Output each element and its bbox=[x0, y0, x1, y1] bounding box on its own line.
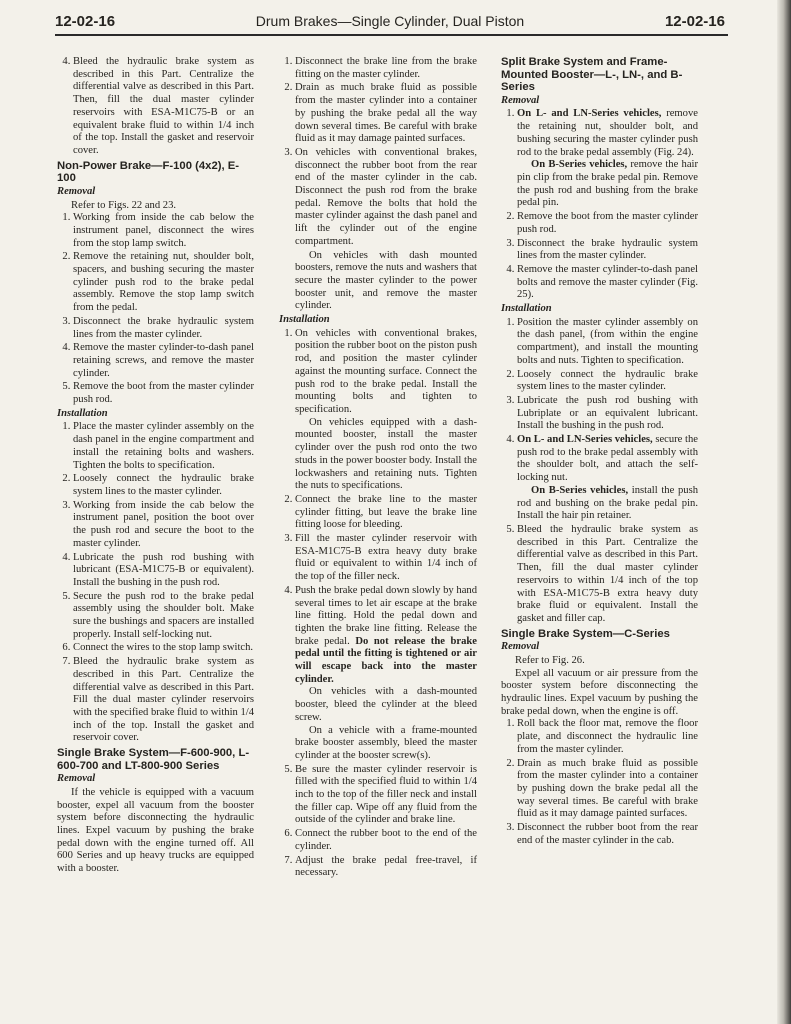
list-item: 2. Remove the boot from the master cylinder push rod. bbox=[517, 211, 698, 236]
section-heading: Split Brake System and Frame-Mounted Booster—L-, LN-, and B-Series bbox=[501, 56, 683, 94]
page-binding-edge bbox=[777, 0, 791, 1024]
list-item bbox=[517, 434, 698, 523]
list-item: 1. Position the master cylinder assembly on the dash panel, (from within the engine compartment), and install the mounting bolts and nuts. Tighten to specification. bbox=[517, 317, 698, 368]
page-number-left: 12-02-16 bbox=[55, 12, 116, 30]
removal-steps bbox=[501, 108, 698, 302]
step-continuation: On vehicles equipped with a dash-mounted booster, install the master cylinder over the push rod onto the two studs in the power booster body. Install the lockwashers and retaining nuts. Tighten the nuts to specifications. bbox=[295, 416, 477, 492]
subheading-installation: Installation bbox=[279, 314, 330, 326]
list-item: 5. Be sure the master cylinder reservoir is filled with the specified fluid to within 1/4 inch to the top of the filler neck and install the filler cap. Wipe off any fluid from the outside of the cylinder and brake line. bbox=[295, 764, 477, 828]
step-text: remove the retaining nut, shoulder bolt, and bushing securing the master cylinder push rod to the brake pedal assembly (Fig. 24). bbox=[517, 108, 698, 158]
list-item: 4. Remove the master cylinder-to-dash panel bolts and remove the master cylinder (Fig. 25). bbox=[517, 264, 698, 302]
list-item: 1. Place the master cylinder assembly on the dash panel in the engine compartment and install the retaining bolts and washers. Tighten the bolts to specification. bbox=[73, 421, 254, 472]
subheading-removal: Removal bbox=[501, 641, 540, 653]
list-item: 3. Disconnect the rubber boot from the rear end of the master cylinder in the cab. bbox=[517, 822, 698, 847]
list-item: 3. On vehicles with conventional brakes, disconnect the rubber boot from the rear end of the master cylinder in the cab. Disconnect the push rod from the brake pedal. Remove the bolts that hold the master cylinder against the dash panel and lift the cylinder out of the engine compartment. bbox=[295, 147, 477, 249]
prev-install-list bbox=[57, 56, 254, 158]
list-item: 5. Bleed the hydraulic brake system as described in this Part. Centralize the differential valve as described in this Part. Then, fill the dual master cylinder reservoirs to within 1/4 inch of the top with ESA-M1C75-B extra heavy duty brake fluid or equivalent. Install the gasket and filler cap. bbox=[517, 524, 698, 626]
list-item: 3. Working from inside the cab below the instrument panel, position the boot over the push rod and secure the boot to the master cylinder. bbox=[73, 500, 254, 551]
vehicle-label: On L- and LN-Series vehicles, bbox=[517, 434, 653, 446]
list-item: 4. Remove the master cylinder-to-dash panel retaining screws, and remove the master cylinder. bbox=[73, 342, 254, 380]
step-text: secure the push rod to the brake pedal assembly with the shoulder bolt, and attach the self-locking nut. bbox=[517, 434, 698, 484]
install-steps bbox=[279, 328, 477, 880]
vehicle-label: On B-Series vehicles, bbox=[531, 159, 628, 171]
step-continuation: On vehicles with a dash-mounted booster, bleed the cylinder at the bleed screw. bbox=[295, 686, 477, 723]
step-continuation bbox=[517, 485, 698, 523]
paragraph: If the vehicle is equipped with a vacuum booster, expel all vacuum from the booster system before disconnecting the hydraulic lines. Expel vacuum by pushing the brake pedal down with the engine turned off. All 600 Series and up heavy trucks are equipped with a booster. bbox=[57, 786, 254, 875]
removal-steps bbox=[57, 212, 254, 407]
figure-reference: Refer to Fig. 26. bbox=[515, 654, 585, 666]
list-item: 2. Drain as much brake fluid as possible from the master cylinder into a container by pushing down the brake pedal all the way several times. Be careful with brake fluid as it may damage painted surfaces. bbox=[517, 758, 698, 822]
removal-steps bbox=[279, 56, 477, 249]
step-text: On vehicles with conventional brakes, position the rubber boot on the piston push rod, and position the master cylinder against the mounting surface. Connect the push rod to the brake pedal. Install the mounting bolts and tighten to specification. bbox=[295, 327, 477, 415]
section-heading: Non-Power Brake—F-100 (4x2), E-100 bbox=[57, 159, 240, 185]
list-item: 1. Disconnect the brake line from the brake fitting on the master cylinder. bbox=[295, 56, 477, 81]
vehicle-label: On L- and LN-Series vehicles, bbox=[517, 108, 662, 120]
list-item: 3. Lubricate the push rod bushing with Lubriplate or an equivalent lubricant. Install the bushing in the push rod. bbox=[517, 395, 698, 433]
section-heading: Single Brake System—F-600-900, L-600-700 and LT-800-900 Series bbox=[57, 747, 250, 772]
step-text: remove the hair pin clip from the brake pedal pin. Remove the push rod and bushing from the brake pedal pin. bbox=[517, 159, 698, 209]
figure-reference: Refer to Figs. 22 and 23. bbox=[71, 199, 177, 211]
subheading-installation: Installation bbox=[501, 303, 552, 315]
list-item: 6. Connect the rubber boot to the end of the cylinder. bbox=[295, 828, 477, 853]
step-continuation: On vehicles with dash mounted boosters, remove the nuts and washers that secure the master cylinder to the power booster unit, and remove the master cylinder. bbox=[295, 249, 477, 312]
list-item: 2. Loosely connect the hydraulic brake system lines to the master cylinder. bbox=[73, 473, 254, 498]
header-rule bbox=[55, 34, 728, 36]
install-steps bbox=[501, 317, 698, 626]
step-text: install the push rod and bushing on the brake pedal pin. Install the hair pin retainer. bbox=[517, 484, 699, 522]
column-3 bbox=[501, 56, 698, 848]
list-item: 1. Working from inside the cab below the instrument panel, disconnect the wires from the stop lamp switch. bbox=[73, 212, 254, 250]
list-item bbox=[295, 585, 477, 763]
list-item bbox=[295, 328, 477, 493]
step-continuation bbox=[517, 159, 698, 210]
list-item: 5. Remove the boot from the master cylinder push rod. bbox=[73, 381, 254, 406]
page-title: Drum Brakes—Single Cylinder, Dual Piston bbox=[255, 13, 525, 29]
list-item: 2. Drain as much brake fluid as possible from the master cylinder into a container by pushing the brake pedal all the way down several times. Be careful with brake fluid as it may damage painted surfaces. bbox=[295, 82, 477, 146]
warning-text: Do not release the brake pedal until the fitting is tightened or air will escape back into the master cylinder. bbox=[295, 635, 478, 685]
list-item: 4. Bleed the hydraulic brake system as described in this Part. Centralize the differential valve as described in this Part. Then, fill the dual master cylinder reservoirs with ESA-M1C75-B or an equivalent brake fluid to within 1/4 inch of the top. Install the gasket and reservoir cover. bbox=[73, 56, 254, 158]
list-item: 3. Disconnect the brake hydraulic system lines from the master cylinder. bbox=[517, 238, 698, 263]
step-continuation: On a vehicle with a frame-mounted brake booster assembly, bleed the master cylinder at the booster screw(s). bbox=[295, 724, 477, 761]
list-item: 3. Disconnect the brake hydraulic system lines from the master cylinder. bbox=[73, 316, 254, 341]
vehicle-label: On B-Series vehicles, bbox=[531, 484, 629, 496]
removal-steps bbox=[501, 718, 698, 847]
list-item: 4. Lubricate the push rod bushing with lubricant (ESA-M1C75-B or equivalent). Install the bushing in the push rod. bbox=[73, 552, 254, 590]
subheading-installation: Installation bbox=[57, 407, 108, 419]
install-steps bbox=[57, 421, 254, 745]
list-item: 2. Remove the retaining nut, shoulder bolt, spacers, and bushing securing the master cylinder push rod to the brake pedal assembly. Remove the stop lamp switch from the pedal. bbox=[73, 251, 254, 315]
column-2 bbox=[279, 56, 477, 881]
page-number-right: 12-02-16 bbox=[664, 12, 725, 30]
paragraph: Expel all vacuum or air pressure from the booster system before disconnecting the hydraulic lines. Expel vacuum by pushing the brake pedal down, when the engine is off. bbox=[501, 667, 698, 717]
subheading-removal: Removal bbox=[501, 94, 540, 106]
list-item: 1. Roll back the floor mat, remove the floor plate, and disconnect the hydraulic line from the master cylinder. bbox=[517, 718, 698, 756]
list-item: 2. Loosely connect the hydraulic brake system lines to the master cylinder. bbox=[517, 369, 698, 394]
list-item bbox=[517, 108, 698, 210]
section-heading: Single Brake System—C-Series bbox=[501, 627, 670, 640]
list-item: 3. Fill the master cylinder reservoir with ESA-M1C75-B extra heavy duty brake fluid or equivalent to within 1/4 inch of the top of the filler neck. bbox=[295, 533, 477, 584]
list-item: 2. Connect the brake line to the master cylinder fitting, but leave the brake line fitting loose for bleeding. bbox=[295, 494, 477, 532]
page-header bbox=[55, 10, 725, 32]
list-item: 7. Adjust the brake pedal free-travel, if necessary. bbox=[295, 855, 477, 880]
column-1 bbox=[57, 56, 254, 876]
list-item: 7. Bleed the hydraulic brake system as described in this Part. Centralize the differential valve as described in this Part. Fill the dual master cylinder reservoirs with the specified brake fluid to within 1/4 inch of the top. Install the gasket and reservoir cover. bbox=[73, 656, 254, 745]
list-item: 5. Secure the push rod to the brake pedal assembly using the shoulder bolt. Make sure the bushings and spacers are installed properly. Install self-locking nut. bbox=[73, 591, 254, 642]
step-text: Push the brake pedal down slowly by hand several times to let air escape at the brake line fitting. Hold the pedal down and tighten the brake line fitting. Release the brake pedal. bbox=[295, 584, 477, 647]
subheading-removal: Removal bbox=[57, 185, 96, 197]
subheading-removal: Removal bbox=[57, 773, 96, 785]
list-item: 6. Connect the wires to the stop lamp switch. bbox=[73, 642, 254, 655]
